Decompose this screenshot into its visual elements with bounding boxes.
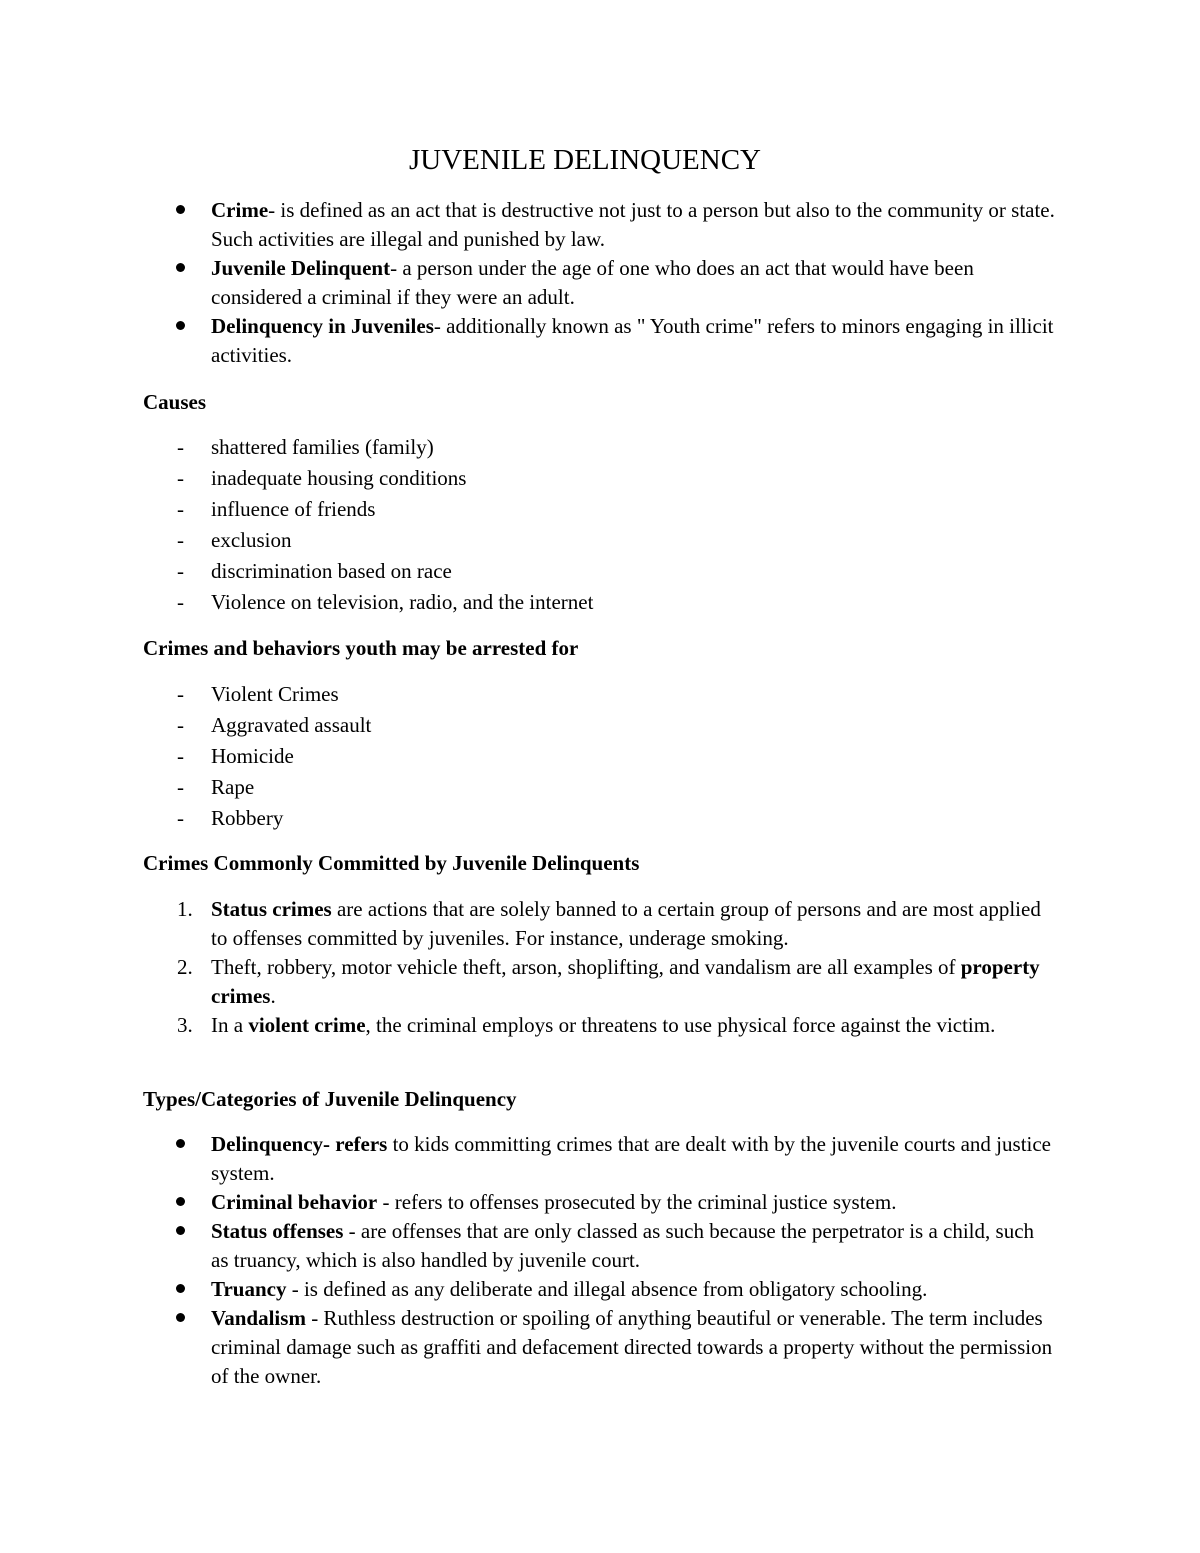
cause-text: discrimination based on race: [211, 559, 452, 583]
item-post: are actions that are solely banned to a certain group of persons and are most applied to offenses committed by juveniles. For instance, underage smoking.: [211, 897, 1041, 950]
arrested-text: Rape: [211, 775, 255, 799]
dash-marker: -: [177, 744, 184, 768]
dash-marker: -: [177, 590, 184, 614]
type-text: - is defined as any deliberate and illegal absence from obligatory schooling.: [286, 1277, 928, 1301]
cause-text: shattered families (family): [211, 435, 434, 459]
cause-text: Violence on television, radio, and the internet: [211, 590, 594, 614]
arrested-text: Aggravated assault: [211, 713, 372, 737]
bullet-icon: [176, 263, 185, 272]
item-number: 2.: [177, 955, 193, 979]
bullet-icon: [176, 205, 185, 214]
item-post: .: [270, 984, 276, 1008]
type-text: - are offenses that are only classed as such because the perpetrator is a child, such as truancy, which is also handled by juvenile court.: [211, 1219, 1035, 1272]
dash-marker: -: [177, 466, 184, 490]
causes-heading: Causes: [143, 390, 207, 414]
definition-text: - is defined as an act that is destructive not just to a person but also to the community or state. Such activities are illegal and punished by law.: [211, 198, 1055, 251]
bullet-icon: [176, 1197, 185, 1206]
bullet-icon: [176, 321, 185, 330]
dash-marker: -: [177, 559, 184, 583]
type-term: Status offenses: [211, 1219, 344, 1243]
definition-text: - a person under the age of one who does an act that would have been considered a criminal if they were an adult.: [211, 256, 974, 309]
arrested-text: Violent Crimes: [211, 682, 339, 706]
item-number: 3.: [177, 1013, 193, 1037]
bullet-icon: [176, 1284, 185, 1293]
item-pre: Theft, robbery, motor vehicle theft, arson, shoplifting, and vandalism are all examples of: [211, 955, 961, 979]
page-title: JUVENILE DELINQUENCY: [409, 144, 761, 176]
type-text: - Ruthless destruction or spoiling of anything beautiful or venerable. The term includes criminal damage such as graffiti and defacement directed towards a property without the permission of the owner.: [211, 1306, 1053, 1388]
type-term: Vandalism: [211, 1306, 306, 1330]
cause-text: influence of friends: [211, 497, 376, 521]
bullet-icon: [176, 1139, 185, 1148]
dash-marker: -: [177, 775, 184, 799]
dash-marker: -: [177, 713, 184, 737]
committed-heading: Crimes Commonly Committed by Juvenile Delinquents: [143, 851, 640, 875]
type-text: to kids committing crimes that are dealt with by the juvenile courts and justice system.: [211, 1132, 1052, 1185]
item-bold: violent crime: [248, 1013, 366, 1037]
type-term: Delinquency- refers: [211, 1132, 388, 1156]
arrested-text: Robbery: [211, 806, 284, 830]
bullet-icon: [176, 1226, 185, 1235]
cause-text: inadequate housing conditions: [211, 466, 467, 490]
item-bold: property crimes: [211, 955, 1040, 1008]
dash-marker: -: [177, 806, 184, 830]
item-post: , the criminal employs or threatens to use physical force against the victim.: [365, 1013, 996, 1037]
arrested-heading: Crimes and behaviors youth may be arrested for: [143, 636, 579, 660]
item-number: 1.: [177, 897, 193, 921]
dash-marker: -: [177, 682, 184, 706]
definition-term: Juvenile Delinquent: [211, 256, 391, 280]
definition-term: Delinquency in Juveniles: [211, 314, 434, 338]
dash-marker: -: [177, 435, 184, 459]
dash-marker: -: [177, 528, 184, 552]
cause-text: exclusion: [211, 528, 292, 552]
types-heading: Types/Categories of Juvenile Delinquency: [143, 1087, 517, 1111]
item-pre: In a: [211, 1013, 249, 1037]
dash-marker: -: [177, 497, 184, 521]
type-text: - refers to offenses prosecuted by the criminal justice system.: [377, 1190, 897, 1214]
bullet-icon: [176, 1313, 185, 1322]
definition-term: Crime: [211, 198, 269, 222]
definition-text: - additionally known as " Youth crime" refers to minors engaging in illicit activities.: [211, 314, 1054, 367]
arrested-text: Homicide: [211, 744, 294, 768]
type-term: Truancy: [211, 1277, 287, 1301]
type-term: Criminal behavior: [211, 1190, 378, 1214]
item-bold: Status crimes: [211, 897, 332, 921]
